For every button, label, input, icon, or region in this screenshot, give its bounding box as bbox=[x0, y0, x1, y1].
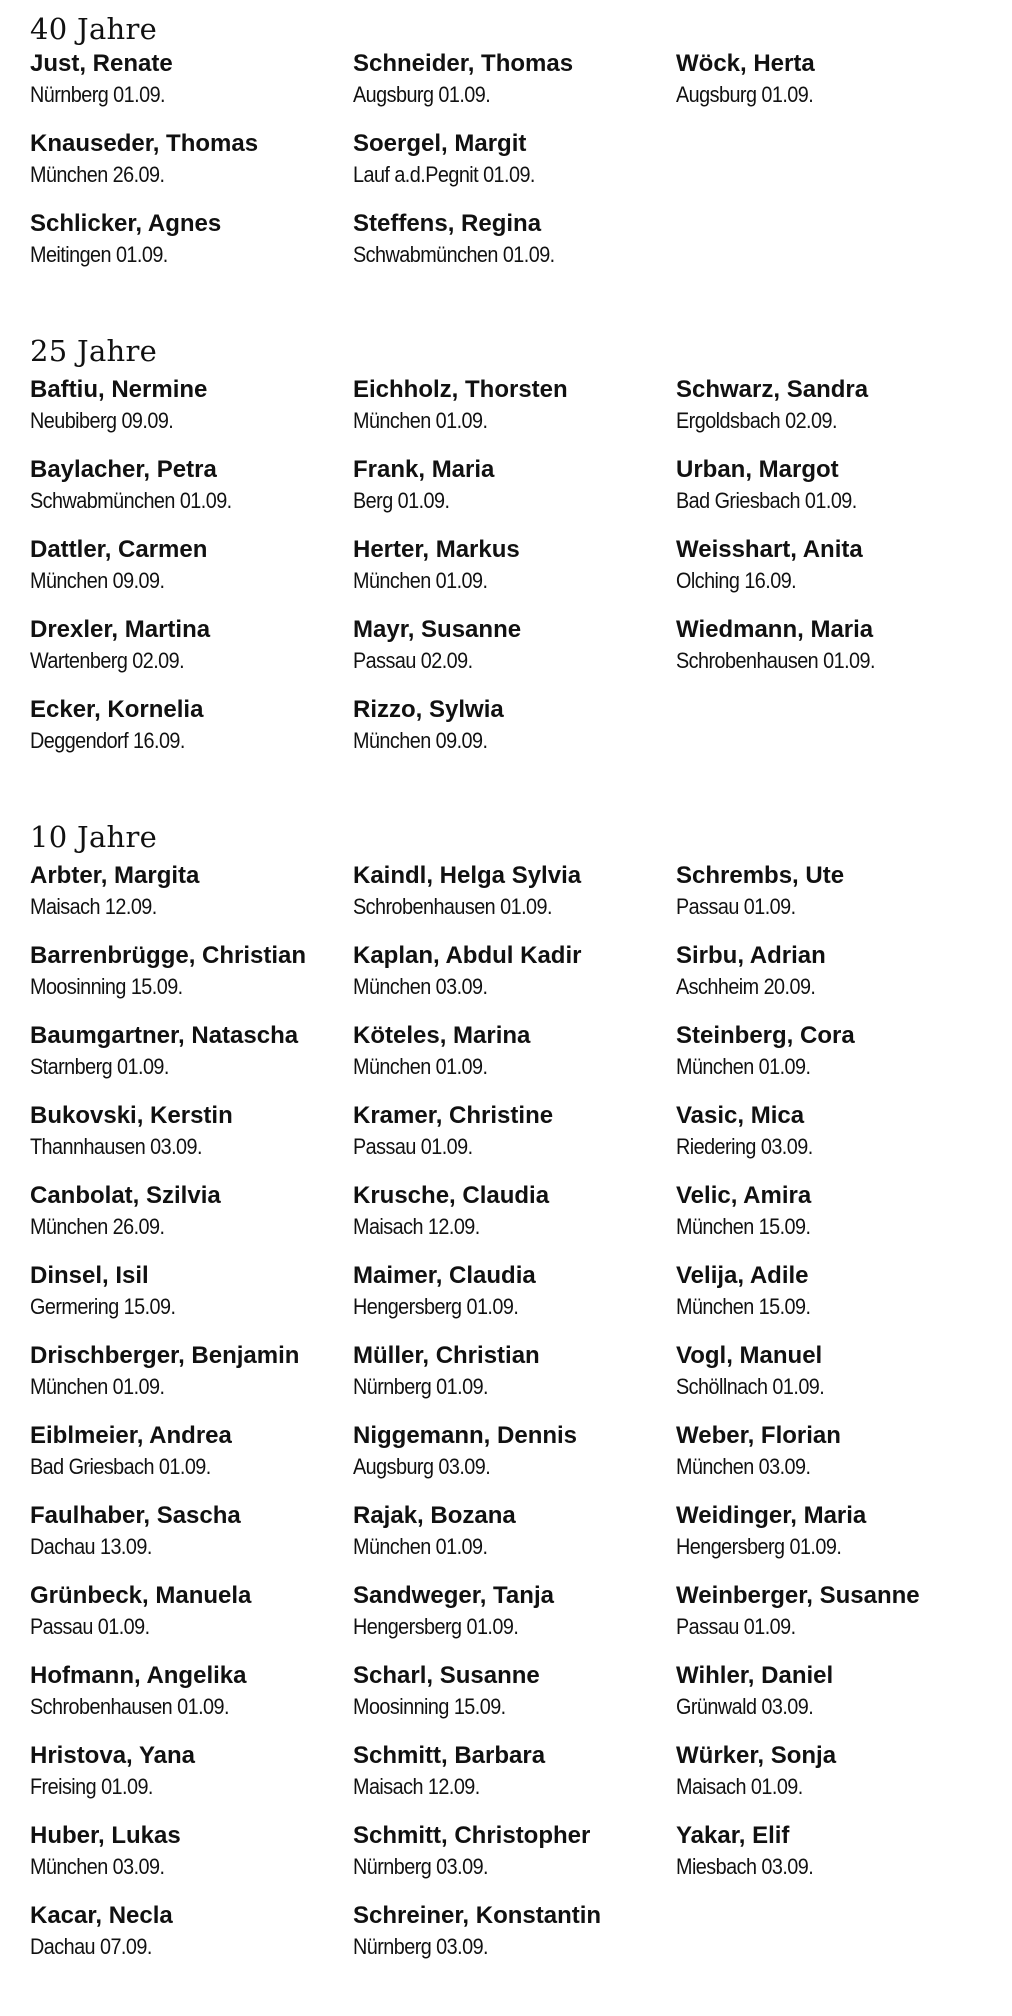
person-entry bbox=[676, 1660, 990, 1740]
person-entry bbox=[353, 454, 676, 534]
person-location-date: Passau 01.09. bbox=[353, 1134, 473, 1159]
person-name: Schrembs, Ute bbox=[676, 862, 845, 889]
person-entry bbox=[676, 1340, 990, 1420]
person-entry bbox=[676, 48, 990, 128]
person-location-date: Wartenberg 02.09. bbox=[30, 648, 185, 673]
person-entry bbox=[353, 1740, 676, 1820]
person-entry bbox=[353, 1340, 676, 1420]
person-entry bbox=[30, 614, 353, 694]
anniversary-section bbox=[30, 324, 990, 774]
person-entry bbox=[30, 1180, 353, 1260]
person-entry bbox=[353, 48, 676, 128]
person-entry bbox=[353, 374, 676, 454]
person-location-date: Passau 01.09. bbox=[30, 1614, 150, 1639]
person-location-date: München 01.09. bbox=[676, 1054, 811, 1079]
person-name: Baylacher, Petra bbox=[30, 456, 217, 483]
person-location-date: Hengersberg 01.09. bbox=[676, 1534, 842, 1559]
person-name: Yakar, Elif bbox=[676, 1822, 790, 1849]
person-location-date: München 26.09. bbox=[30, 1214, 165, 1239]
person-location-date: Meitingen 01.09. bbox=[30, 242, 168, 267]
person-name: Hofmann, Angelika bbox=[30, 1662, 247, 1689]
person-location-date: München 15.09. bbox=[676, 1214, 811, 1239]
name-grid bbox=[30, 860, 990, 1980]
person-location-date: Grünwald 03.09. bbox=[676, 1694, 814, 1719]
person-entry bbox=[353, 1180, 676, 1260]
person-entry bbox=[353, 1580, 676, 1660]
person-location-date: München 15.09. bbox=[676, 1294, 811, 1319]
person-entry bbox=[353, 1100, 676, 1180]
person-location-date: Augsburg 01.09. bbox=[676, 82, 814, 107]
person-entry bbox=[30, 208, 353, 288]
person-entry bbox=[30, 940, 353, 1020]
person-entry bbox=[676, 1740, 990, 1820]
person-location-date: Neubiberg 09.09. bbox=[30, 408, 174, 433]
person-name: Mayr, Susanne bbox=[353, 616, 522, 643]
person-location-date: Bad Griesbach 01.09. bbox=[676, 488, 857, 513]
person-name: Arbter, Margita bbox=[30, 862, 200, 889]
person-entry bbox=[30, 374, 353, 454]
person-name: Schreiner, Konstantin bbox=[353, 1902, 602, 1929]
person-location-date: Germering 15.09. bbox=[30, 1294, 176, 1319]
person-name: Sirbu, Adrian bbox=[676, 942, 826, 969]
person-entry bbox=[353, 128, 676, 208]
person-location-date: Berg 01.09. bbox=[353, 488, 450, 513]
person-entry bbox=[30, 1820, 353, 1900]
person-location-date: Miesbach 03.09. bbox=[676, 1854, 814, 1879]
person-entry bbox=[676, 1820, 990, 1900]
person-location-date: Moosinning 15.09. bbox=[30, 974, 183, 999]
person-entry bbox=[30, 694, 353, 774]
person-location-date: Nürnberg 01.09. bbox=[30, 82, 165, 107]
person-entry bbox=[353, 1260, 676, 1340]
person-location-date: Augsburg 01.09. bbox=[353, 82, 491, 107]
person-name: Eichholz, Thorsten bbox=[353, 376, 568, 403]
person-location-date: München 03.09. bbox=[353, 974, 488, 999]
person-name: Kacar, Necla bbox=[30, 1902, 173, 1929]
person-location-date: Schrobenhausen 01.09. bbox=[30, 1694, 229, 1719]
person-entry bbox=[30, 128, 353, 208]
person-entry bbox=[30, 1020, 353, 1100]
person-location-date: München 01.09. bbox=[353, 1534, 488, 1559]
empty-cell bbox=[676, 128, 990, 208]
person-name: Schneider, Thomas bbox=[353, 50, 574, 77]
person-location-date: Olching 16.09. bbox=[676, 568, 797, 593]
person-entry bbox=[676, 940, 990, 1020]
person-location-date: Nürnberg 01.09. bbox=[353, 1374, 488, 1399]
empty-cell bbox=[676, 1900, 990, 1980]
person-entry bbox=[30, 1500, 353, 1580]
person-name: Urban, Margot bbox=[676, 456, 839, 483]
person-name: Drischberger, Benjamin bbox=[30, 1342, 300, 1369]
person-location-date: Ergoldsbach 02.09. bbox=[676, 408, 837, 433]
person-name: Canbolat, Szilvia bbox=[30, 1182, 221, 1209]
person-name: Velija, Adile bbox=[676, 1262, 809, 1289]
person-entry bbox=[353, 208, 676, 288]
person-name: Rajak, Bozana bbox=[353, 1502, 516, 1529]
person-location-date: München 09.09. bbox=[30, 568, 165, 593]
person-location-date: Lauf a.d.Pegnit 01.09. bbox=[353, 162, 535, 187]
person-entry bbox=[676, 454, 990, 534]
person-name: Kaindl, Helga Sylvia bbox=[353, 862, 582, 889]
person-name: Eiblmeier, Andrea bbox=[30, 1422, 232, 1449]
person-name: Vasic, Mica bbox=[676, 1102, 805, 1129]
person-name: Köteles, Marina bbox=[353, 1022, 531, 1049]
person-entry bbox=[353, 1420, 676, 1500]
person-name: Scharl, Susanne bbox=[353, 1662, 540, 1689]
person-location-date: Passau 01.09. bbox=[676, 1614, 796, 1639]
person-name: Schmitt, Christopher bbox=[353, 1822, 591, 1849]
person-location-date: München 09.09. bbox=[353, 728, 488, 753]
person-name: Herter, Markus bbox=[353, 536, 520, 563]
person-name: Dattler, Carmen bbox=[30, 536, 208, 563]
person-name: Weidinger, Maria bbox=[676, 1502, 867, 1529]
person-entry bbox=[30, 1660, 353, 1740]
person-location-date: Dachau 13.09. bbox=[30, 1534, 152, 1559]
person-location-date: Nürnberg 03.09. bbox=[353, 1934, 488, 1959]
person-name: Niggemann, Dennis bbox=[353, 1422, 578, 1449]
anniversary-section bbox=[30, 810, 990, 1980]
person-location-date: Starnberg 01.09. bbox=[30, 1054, 169, 1079]
person-name: Grünbeck, Manuela bbox=[30, 1582, 252, 1609]
person-entry bbox=[676, 1580, 990, 1660]
person-location-date: München 03.09. bbox=[676, 1454, 811, 1479]
person-name: Vogl, Manuel bbox=[676, 1342, 823, 1369]
person-entry bbox=[676, 1420, 990, 1500]
empty-cell bbox=[676, 208, 990, 288]
person-entry bbox=[30, 860, 353, 940]
person-name: Soergel, Margit bbox=[353, 130, 527, 157]
person-entry bbox=[30, 1100, 353, 1180]
person-entry bbox=[30, 1580, 353, 1660]
section-title: 25 Jahre bbox=[30, 334, 158, 368]
person-name: Kaplan, Abdul Kadir bbox=[353, 942, 582, 969]
person-location-date: München 03.09. bbox=[30, 1854, 165, 1879]
person-name: Just, Renate bbox=[30, 50, 173, 77]
person-entry bbox=[30, 454, 353, 534]
person-location-date: München 01.09. bbox=[353, 568, 488, 593]
person-location-date: Maisach 12.09. bbox=[353, 1214, 480, 1239]
person-entry bbox=[676, 374, 990, 454]
person-name: Weinberger, Susanne bbox=[676, 1582, 920, 1609]
person-name: Weisshart, Anita bbox=[676, 536, 863, 563]
person-entry bbox=[30, 1900, 353, 1980]
person-location-date: Maisach 12.09. bbox=[353, 1774, 480, 1799]
person-location-date: Hengersberg 01.09. bbox=[353, 1614, 519, 1639]
person-location-date: Schwabmünchen 01.09. bbox=[353, 242, 555, 267]
person-location-date: München 26.09. bbox=[30, 162, 165, 187]
person-entry bbox=[353, 534, 676, 614]
name-grid bbox=[30, 374, 990, 774]
person-entry bbox=[30, 1260, 353, 1340]
person-entry bbox=[676, 614, 990, 694]
person-name: Wiedmann, Maria bbox=[676, 616, 874, 643]
person-name: Huber, Lukas bbox=[30, 1822, 181, 1849]
person-location-date: Passau 01.09. bbox=[676, 894, 796, 919]
person-name: Schlicker, Agnes bbox=[30, 210, 222, 237]
person-name: Knauseder, Thomas bbox=[30, 130, 259, 157]
name-grid bbox=[30, 48, 990, 288]
person-entry bbox=[353, 940, 676, 1020]
person-name: Baftiu, Nermine bbox=[30, 376, 208, 403]
person-name: Hristova, Yana bbox=[30, 1742, 195, 1769]
person-entry bbox=[353, 1820, 676, 1900]
person-name: Kramer, Christine bbox=[353, 1102, 554, 1129]
person-name: Schwarz, Sandra bbox=[676, 376, 869, 403]
person-entry bbox=[676, 860, 990, 940]
person-name: Wöck, Herta bbox=[676, 50, 815, 77]
person-location-date: Moosinning 15.09. bbox=[353, 1694, 506, 1719]
person-location-date: Schrobenhausen 01.09. bbox=[353, 894, 552, 919]
person-name: Wihler, Daniel bbox=[676, 1662, 834, 1689]
person-entry bbox=[353, 1660, 676, 1740]
person-entry bbox=[676, 1500, 990, 1580]
person-name: Würker, Sonja bbox=[676, 1742, 837, 1769]
person-location-date: Freising 01.09. bbox=[30, 1774, 153, 1799]
person-location-date: Dachau 07.09. bbox=[30, 1934, 152, 1959]
person-location-date: Riedering 03.09. bbox=[676, 1134, 813, 1159]
person-name: Bukovski, Kerstin bbox=[30, 1102, 233, 1129]
person-entry bbox=[30, 48, 353, 128]
person-location-date: Augsburg 03.09. bbox=[353, 1454, 491, 1479]
person-name: Frank, Maria bbox=[353, 456, 495, 483]
person-location-date: Nürnberg 03.09. bbox=[353, 1854, 488, 1879]
person-name: Steinberg, Cora bbox=[676, 1022, 855, 1049]
person-location-date: Thannhausen 03.09. bbox=[30, 1134, 202, 1159]
person-name: Rizzo, Sylwia bbox=[353, 696, 504, 723]
person-location-date: Maisach 12.09. bbox=[30, 894, 157, 919]
person-entry bbox=[676, 1020, 990, 1100]
person-location-date: Schrobenhausen 01.09. bbox=[676, 648, 875, 673]
person-entry bbox=[676, 1100, 990, 1180]
person-name: Müller, Christian bbox=[353, 1342, 540, 1369]
person-name: Steffens, Regina bbox=[353, 210, 542, 237]
person-name: Schmitt, Barbara bbox=[353, 1742, 546, 1769]
person-entry bbox=[676, 1260, 990, 1340]
person-entry bbox=[353, 614, 676, 694]
person-entry bbox=[30, 1340, 353, 1420]
person-location-date: München 01.09. bbox=[353, 1054, 488, 1079]
person-entry bbox=[353, 860, 676, 940]
person-name: Maimer, Claudia bbox=[353, 1262, 536, 1289]
person-entry bbox=[676, 1180, 990, 1260]
person-location-date: Passau 02.09. bbox=[353, 648, 473, 673]
person-entry bbox=[30, 534, 353, 614]
anniversary-section bbox=[30, 0, 990, 288]
empty-cell bbox=[676, 694, 990, 774]
person-entry bbox=[30, 1740, 353, 1820]
person-entry bbox=[353, 694, 676, 774]
person-location-date: Schöllnach 01.09. bbox=[676, 1374, 825, 1399]
anniversary-list bbox=[30, 0, 990, 2016]
person-name: Velic, Amira bbox=[676, 1182, 812, 1209]
person-name: Dinsel, Isil bbox=[30, 1262, 149, 1289]
section-title: 10 Jahre bbox=[30, 820, 158, 854]
section-title: 40 Jahre bbox=[30, 12, 158, 46]
person-entry bbox=[353, 1500, 676, 1580]
person-location-date: Maisach 01.09. bbox=[676, 1774, 803, 1799]
person-name: Faulhaber, Sascha bbox=[30, 1502, 241, 1529]
person-location-date: Hengersberg 01.09. bbox=[353, 1294, 519, 1319]
person-name: Barrenbrügge, Christian bbox=[30, 942, 307, 969]
person-name: Krusche, Claudia bbox=[353, 1182, 550, 1209]
person-name: Weber, Florian bbox=[676, 1422, 841, 1449]
person-location-date: München 01.09. bbox=[353, 408, 488, 433]
person-entry bbox=[353, 1020, 676, 1100]
person-name: Drexler, Martina bbox=[30, 616, 211, 643]
person-name: Sandweger, Tanja bbox=[353, 1582, 554, 1609]
person-entry bbox=[353, 1900, 676, 1980]
person-name: Ecker, Kornelia bbox=[30, 696, 204, 723]
person-location-date: Schwabmünchen 01.09. bbox=[30, 488, 232, 513]
person-location-date: München 01.09. bbox=[30, 1374, 165, 1399]
person-entry bbox=[30, 1420, 353, 1500]
person-location-date: Bad Griesbach 01.09. bbox=[30, 1454, 211, 1479]
person-location-date: Aschheim 20.09. bbox=[676, 974, 816, 999]
person-location-date: Deggendorf 16.09. bbox=[30, 728, 185, 753]
person-name: Baumgartner, Natascha bbox=[30, 1022, 299, 1049]
person-entry bbox=[676, 534, 990, 614]
